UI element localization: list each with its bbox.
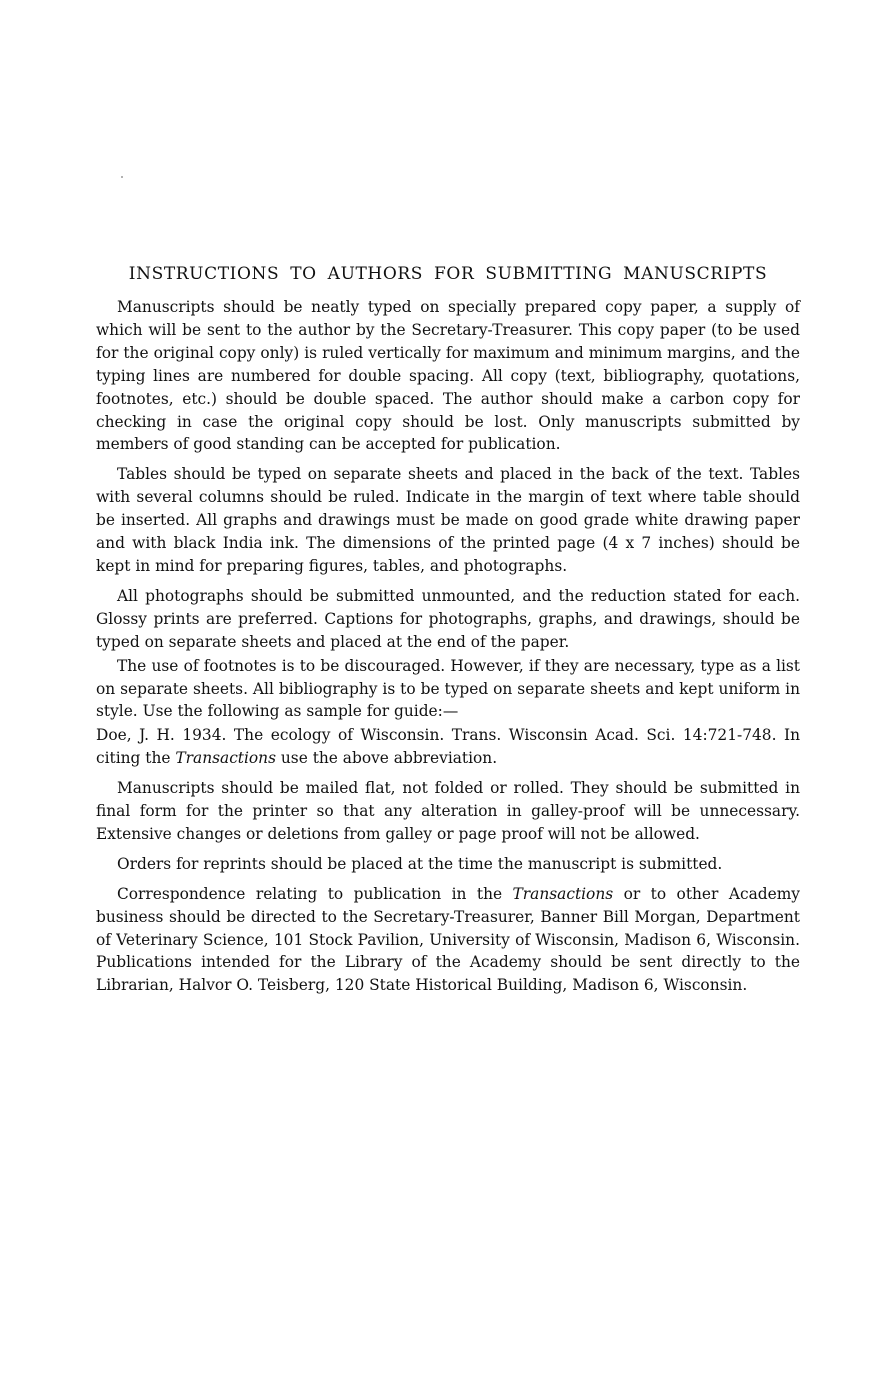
citation-journal-italic: Transactions <box>175 749 276 768</box>
page-title: INSTRUCTIONS TO AUTHORS FOR SUBMITTING MANUSCRIPTS <box>128 264 768 284</box>
paragraph-correspondence <box>96 883 800 998</box>
citation-text: Doe, J. H. 1934. The ecology of Wisconsin. Trans. Wisconsin Acad. Sci. 14:721-748. In citing the <box>96 726 800 768</box>
paragraph-reprints: Orders for reprints should be placed at the time the manuscript is submitted. <box>117 854 723 873</box>
citation-text-end: use the above abbreviation. <box>276 749 498 768</box>
paragraph-footnotes-bibliography: The use of footnotes is to be discouraged. However, if they are necessary, type as a list on separate sheets. All bibliography is to be typed on separate sheets and kept uniform in style. Use the following as sample for guide:— <box>96 656 800 721</box>
document-body <box>96 262 800 1004</box>
correspondence-journal-italic: Transactions <box>512 884 614 903</box>
paragraph-photographs: All photographs should be submitted unmounted, and the reduction stated for each. Glossy prints are preferred. Captions for photographs, graphs, and drawings, should be typed on separate sheets and placed at the end of the paper. <box>96 586 800 651</box>
correspondence-text: Correspondence relating to publication in the <box>117 884 513 903</box>
paragraph-mailing: Manuscripts should be mailed flat, not folded or rolled. They should be submitted in final form for the printer so that any alteration in galley-proof will be unnecessary. Extensive changes or deletions from galley or page proof will not be allowed. <box>96 779 800 843</box>
paper-speck <box>121 176 123 178</box>
paragraph-tables-graphs: Tables should be typed on separate sheets and placed in the back of the text. Tables with several columns should be ruled. Indicate in the margin of text where table should be inserted. All graphs and drawings must be made on good grade white drawing paper and with black India ink. The dimensions of the printed page (4 x 7 inches) should be kept in mind for preparing figures, tables, and photographs. <box>96 465 800 575</box>
paragraph-citation-sample <box>96 724 800 770</box>
paragraph-manuscript-typing: Manuscripts should be neatly typed on specially prepared copy paper, a supply of which will be sent to the author by the Secretary-Treasurer. This copy paper (to be used for the original copy only) is ruled vertically for maximum and minimum margins, and the typing lines are numbered for double spacing. All copy (text, bibliography, quotations, footnotes, etc.) should be double spaced. The author should make a carbon copy for checking in case the original copy should be lost. Only manuscripts submitted by members of good standing can be accepted for publication. <box>96 298 800 454</box>
correspondence-text-end: or to other Academy business should be directed to the Secretary-Treasurer, Banner Bill Morgan, Department of Veterinary Science, 101 Stock Pavilion, University of Wisconsin, Madison 6, Wisconsin. Publications intended for the Library of the Academy should be sent directly to the Librarian, Halvor O. Teisberg, 120 State Historical Building, Madison 6, Wisconsin. <box>96 884 800 995</box>
